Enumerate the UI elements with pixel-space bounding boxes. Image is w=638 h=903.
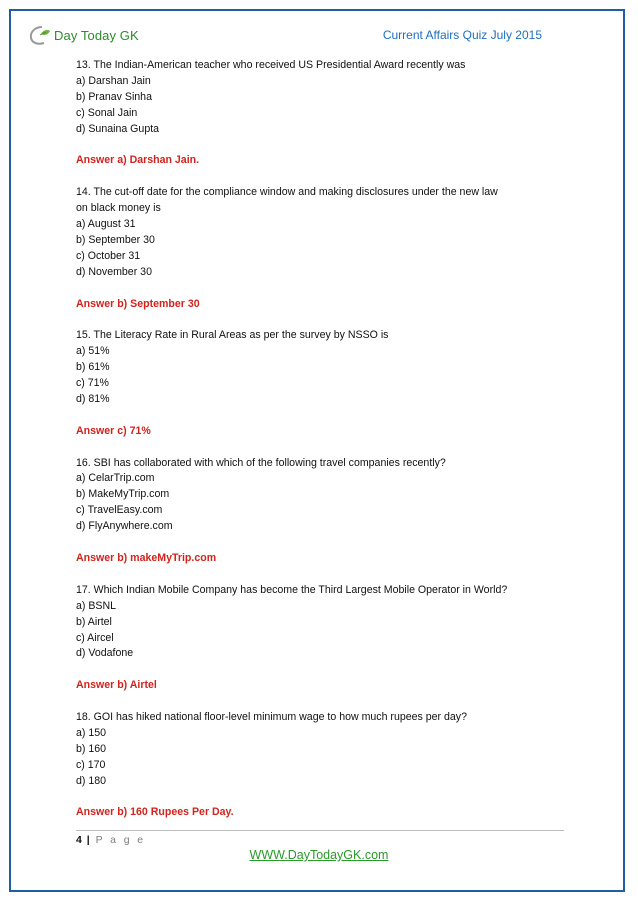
option-a: a) August 31 [76,218,136,231]
option-d: d) FlyAnywhere.com [76,520,173,533]
quiz-content [76,58,564,821]
question-block [76,710,564,821]
website-link[interactable]: WWW.DayTodayGK.com [249,848,389,862]
answer-text: Answer b) makeMyTrip.com [76,551,217,564]
option-c: c) TravelEasy.com [76,504,163,517]
option-d: d) 81% [76,392,110,405]
option-a: a) 51% [76,345,110,358]
question-text: 13. The Indian-American teacher who received US Presidential Award recently was [76,59,466,71]
answer-text: Answer c) 71% [76,424,151,437]
page-number [76,834,146,846]
answer-text: Answer b) Airtel [76,679,157,692]
option-b: b) Airtel [76,615,112,628]
answer-text: Answer b) 160 Rupees Per Day. [76,806,234,819]
question-block [76,185,564,328]
question-text: 16. SBI has collaborated with which of the following travel companies recently? [76,456,446,469]
question-text: 15. The Literacy Rate in Rural Areas as per the survey by NSSO is [76,329,389,342]
option-b: b) 61% [76,361,110,374]
question-text: 17. Which Indian Mobile Company has become the Third Largest Mobile Operator in World? [76,583,508,596]
page-separator: | [86,834,90,846]
leaf-swoosh-icon [28,24,52,46]
option-c: c) Aircel [76,631,114,644]
option-a: a) BSNL [76,599,117,612]
option-d: d) November 30 [76,265,152,278]
option-a: a) Darshan Jain [76,74,151,87]
option-a: a) 150 [76,726,107,739]
answer-text: Answer b) September 30 [76,297,200,310]
header-title: Current Affairs Quiz July 2015 [382,28,542,42]
logo-text: Day Today GK [54,27,139,43]
option-d: d) 180 [76,774,107,787]
question-block [76,583,564,710]
answer-text: Answer a) Darshan Jain. [76,154,200,167]
option-d: d) Vodafone [76,647,134,660]
page-word: P a g e [95,834,146,846]
option-b: b) 160 [76,742,107,755]
option-b: b) September 30 [76,233,155,246]
option-b: b) Pranav Sinha [76,90,152,103]
question-text-continued: on black money is [76,202,161,215]
option-c: c) October 31 [76,249,141,262]
site-logo [28,24,139,46]
question-text: 14. The cut-off date for the compliance window and making disclosures under the new law [76,186,498,199]
question-block [76,58,564,185]
option-a: a) CelarTrip.com [76,472,155,485]
page-number-value: 4 [76,834,82,846]
question-block [76,456,564,583]
question-block [76,328,564,455]
option-b: b) MakeMyTrip.com [76,488,170,501]
option-c: c) 71% [76,377,109,390]
option-c: c) 170 [76,758,106,771]
footer-divider [76,830,564,831]
question-text: 18. GOI has hiked national floor-level minimum wage to how much rupees per day? [76,711,467,723]
option-c: c) Sonal Jain [76,106,138,119]
option-d: d) Sunaina Gupta [76,122,160,135]
